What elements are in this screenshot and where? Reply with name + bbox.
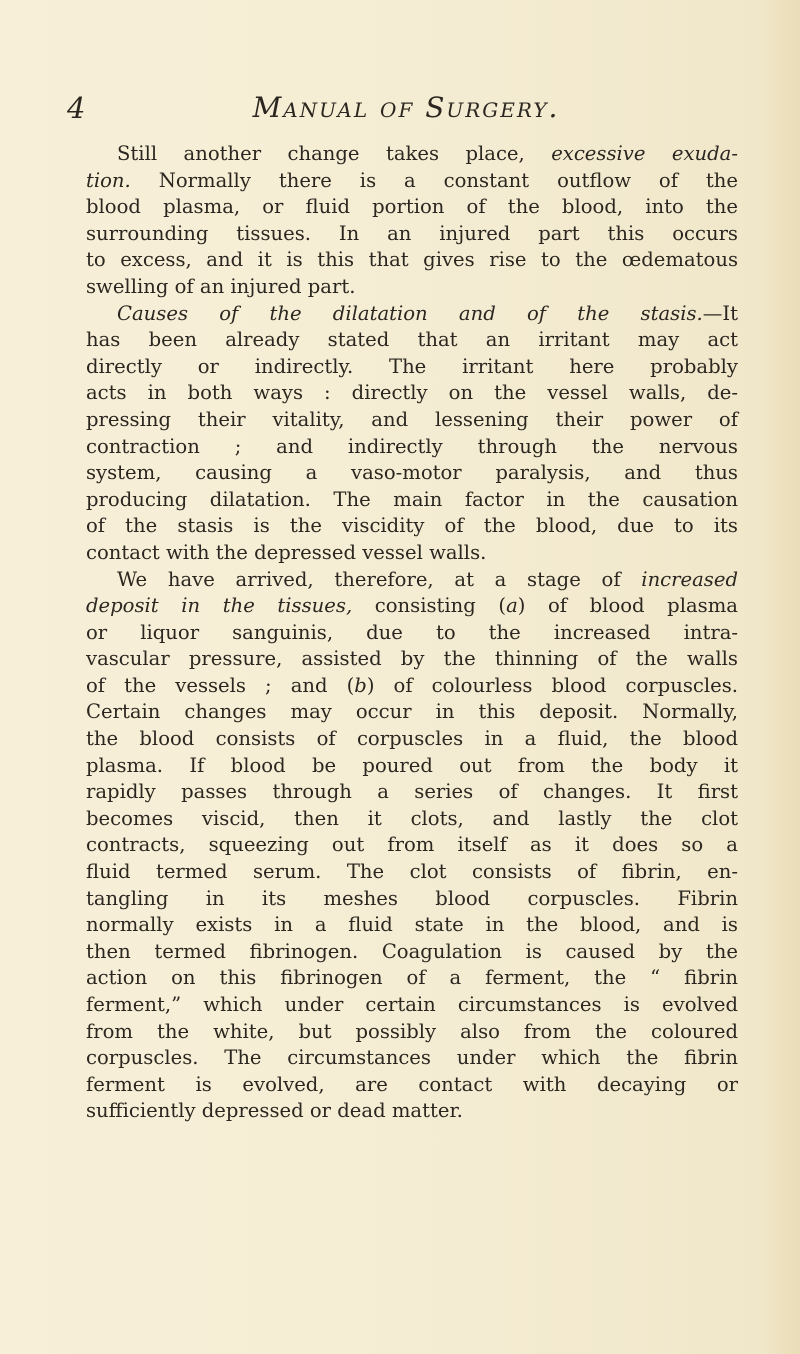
text-line [86,1045,738,1072]
text-run: contact with the depressed vessel walls. [86,540,487,564]
text-run: has been already stated that an irritant may act [86,328,738,352]
text-line [86,567,738,594]
text-run: or liquor sanguinis, due to the increased intra- [86,620,738,644]
text-run: normally exists in a fluid state in the blood, and is [86,913,738,937]
text-line [86,274,738,301]
text-line [86,699,738,726]
text-line [86,380,738,407]
text-line [86,806,738,833]
text-line [86,1098,738,1125]
text-line [86,992,738,1019]
text-run: swelling of an injured part. [86,274,356,298]
text-run: acts in both ways : directly on the vessel walls, de- [86,381,738,405]
text-run: ) of blood plasma [517,594,738,618]
text-line [86,726,738,753]
text-run: ) of colourless blood corpuscles. [366,673,738,697]
text-line [86,327,738,354]
text-line [86,673,738,700]
text-line [86,859,738,886]
text-line [86,779,738,806]
text-line [86,513,738,540]
italic-text: a [506,594,518,618]
text-line [86,434,738,461]
text-run: action on this fibrinogen of a ferment, the “ fibrin [86,966,738,990]
text-run: Certain changes may occur in this deposit. Normally, [86,700,738,724]
text-line [86,832,738,859]
text-run: becomes viscid, then it clots, and lastly the clot [86,806,738,830]
text-run: then termed fibrinogen. Coagulation is caused by the [86,939,738,963]
text-line [86,593,738,620]
page-number: 4 [67,91,86,125]
italic-text: Causes of the dilatation and of the stasis. [117,301,703,325]
text-run: of the stasis is the viscidity of the blood, due to its [86,514,738,538]
text-line [86,939,738,966]
text-line [86,487,738,514]
text-run: to excess, and it is this that gives rise to the œdematous [86,248,738,272]
text-run: corpuscles. The circumstances under which the fibrin [86,1046,738,1070]
text-run: fluid termed serum. The clot consists of fibrin, en- [86,860,738,884]
text-run: from the white, but possibly also from the coloured [86,1019,738,1043]
text-line [86,965,738,992]
text-line [86,407,738,434]
text-run: ferment is evolved, are contact with decaying or [86,1072,738,1096]
text-run: We have arrived, therefore, at a stage of [117,567,642,591]
italic-text: deposit in the tissues, [86,594,353,618]
text-line [86,194,738,221]
text-line [86,620,738,647]
text-run: of the vessels ; and ( [86,673,355,697]
text-run: directly or indirectly. The irritant here probably [86,354,738,378]
running-head [0,91,800,131]
text-run: sufficiently depressed or dead matter. [86,1099,463,1123]
text-run: consisting ( [352,594,507,618]
text-line [86,1019,738,1046]
text-line [86,460,738,487]
text-run: contracts, squeezing out from itself as it does so a [86,833,738,857]
text-run: system, causing a vaso-motor paralysis, and thus [86,461,738,485]
text-run: tangling in its meshes blood corpuscles. Fibrin [86,886,738,910]
text-run: ferment,” which under certain circumstances is evolved [86,993,738,1016]
text-line [86,221,738,248]
text-line [86,168,738,195]
text-line [86,141,738,168]
text-run: vascular pressure, assisted by the thinning of the walls [86,647,738,671]
page-edge-shading [760,0,800,1354]
text-line [86,646,738,673]
italic-text: excessive exuda- [551,142,738,165]
text-run: rapidly passes through a series of changes. It first [86,780,738,804]
text-line [86,753,738,780]
text-line [86,1072,738,1099]
text-line [86,247,738,274]
text-run: blood plasma, or fluid portion of the blood, into the [86,195,738,219]
text-run: —It [702,301,738,325]
text-run: surrounding tissues. In an injured part this occurs [86,221,738,245]
text-line [86,912,738,939]
text-run: contraction ; and indirectly through the nervous [86,434,738,458]
body-text [86,141,738,1125]
running-title: Manual of Surgery. [252,91,560,124]
text-line [86,540,738,567]
italic-text: increased [641,567,738,591]
text-run: Still another change takes place, [117,142,552,165]
text-run: producing dilatation. The main factor in the causation [86,487,738,511]
text-run: the blood consists of corpuscles in a fluid, the blood [86,727,738,751]
text-run: Normally there is a constant outflow of the [130,168,738,192]
text-line [86,301,738,328]
text-run: pressing their vitality, and lessening their power of [86,407,738,431]
italic-text: tion. [86,168,131,192]
italic-text: b [354,673,367,697]
text-line [86,354,738,381]
text-run: plasma. If blood be poured out from the body it [86,753,738,777]
text-line [86,886,738,913]
